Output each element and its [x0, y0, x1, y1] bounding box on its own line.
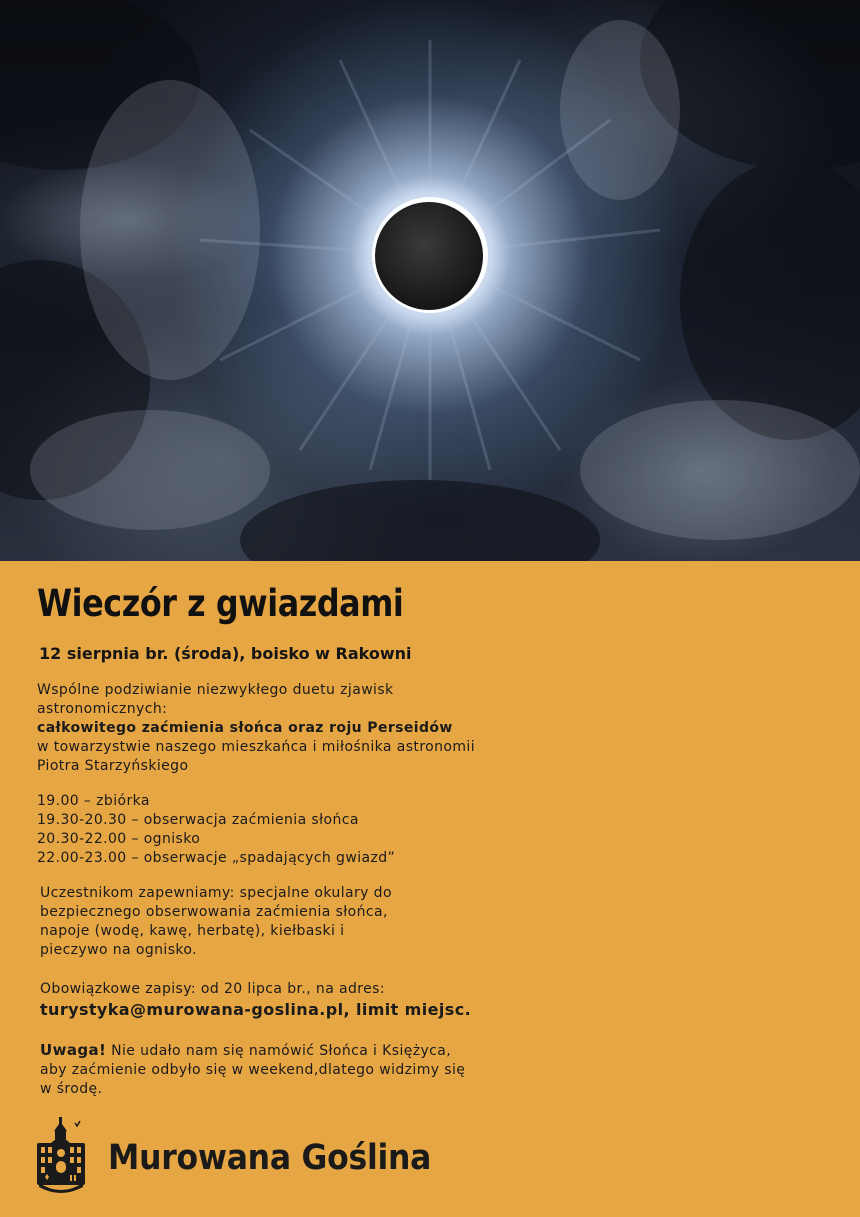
provisions-line: napoje (wodę, kawę, herbatę), kiełbaski i	[40, 923, 345, 939]
note-label: Uwaga!	[40, 1041, 107, 1059]
event-description	[37, 681, 475, 776]
town-hall-crest-icon	[37, 1117, 85, 1195]
event-title: Wieczór z gwiazdami	[37, 582, 404, 625]
provisions-line: Uczestnikom zapewniamy: specjalne okulary do	[40, 885, 392, 901]
note-text: aby zaćmienie odbyło się w weekend,dlatego widzimy się	[40, 1062, 466, 1078]
brand-name: Murowana Goślina	[108, 1138, 432, 1178]
description-line: Wspólne podziwianie niezwykłego duetu zjawisk	[37, 682, 394, 698]
participant-provisions	[40, 884, 392, 960]
provisions-line: bezpiecznego obserwowania zaćmienia słońca,	[40, 904, 388, 920]
signup-info	[40, 980, 471, 1021]
schedule-item: 20.30-22.00 – ognisko	[37, 831, 201, 847]
schedule-item: 19.30-20.30 – obserwacja zaćmienia słońca	[37, 812, 359, 828]
eclipse-photo	[0, 0, 860, 561]
schedule-item: 22.00-23.00 – obserwacje „spadających gwiazd”	[37, 850, 396, 866]
description-line: w towarzystwie naszego mieszkańca i miłośnika astronomii	[37, 739, 475, 755]
eclipse-illustration	[0, 0, 860, 561]
moon-disc	[375, 202, 483, 310]
event-date-location: 12 sierpnia br. (środa), boisko w Rakowni	[39, 644, 412, 663]
description-line: Piotra Starzyńskiego	[37, 758, 189, 774]
description-line: astronomicznych:	[37, 701, 168, 717]
description-highlight: całkowitego zaćmienia słońca oraz roju Perseidów	[37, 720, 453, 736]
signup-line: Obowiązkowe zapisy: od 20 lipca br., na adres:	[40, 981, 385, 997]
note-text: Nie udało nam się namówić Słońca i Księżyca,	[106, 1043, 452, 1059]
provisions-line: pieczywo na ognisko.	[40, 942, 197, 958]
schedule-item: 19.00 – zbiórka	[37, 793, 150, 809]
note-block	[40, 1041, 465, 1099]
note-text: w środę.	[40, 1081, 103, 1097]
event-schedule	[37, 792, 395, 868]
signup-email[interactable]: turystyka@murowana-goslina.pl, limit miejsc.	[40, 1000, 472, 1019]
